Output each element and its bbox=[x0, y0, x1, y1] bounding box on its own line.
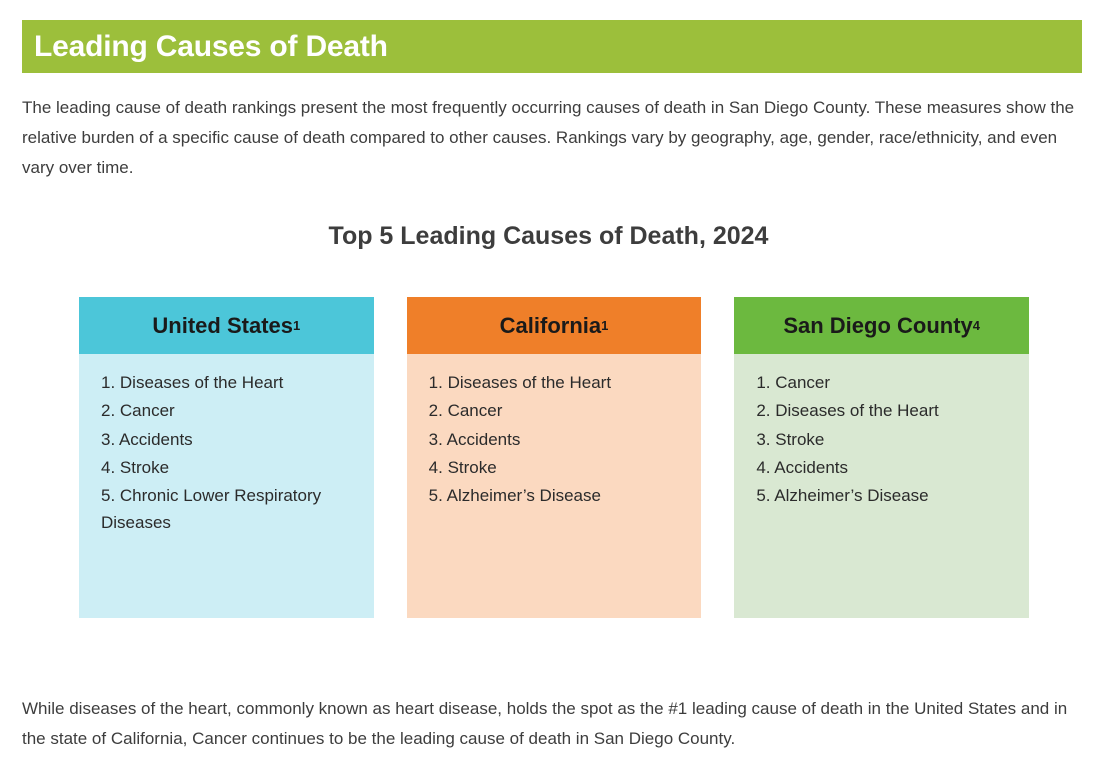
list-item: 2. Cancer bbox=[428, 401, 503, 421]
list-item: 2. Cancer bbox=[101, 401, 175, 421]
list-item: 5. Alzheimer’s Disease bbox=[428, 486, 601, 506]
list-item: 4. Stroke bbox=[101, 458, 170, 478]
card-header-footnote-marker: 1 bbox=[293, 318, 301, 333]
card-header-label: San Diego County bbox=[783, 312, 973, 338]
card-header-united-states bbox=[79, 297, 374, 354]
card-united-states bbox=[79, 297, 374, 618]
closing-paragraph: While diseases of the heart, commonly known as heart disease, holds the spot as the #1 leading cause of death in the United States and in the state of California, Cancer continues to be the leading cause of death in San Diego County. bbox=[22, 699, 1068, 748]
card-san-diego-county bbox=[734, 297, 1029, 618]
intro-paragraph: The leading cause of death rankings present the most frequently occurring causes of death in San Diego County. These measures show the relative burden of a specific cause of death compared to other causes. Rankings vary by geography, age, gender, race/ethnicity, and even vary over time. bbox=[22, 98, 1075, 177]
list-item: 4. Accidents bbox=[756, 458, 849, 478]
list-item: 2. Diseases of the Heart bbox=[756, 401, 939, 421]
card-body-california bbox=[407, 354, 702, 618]
card-california bbox=[407, 297, 702, 618]
list-item: 5. Chronic Lower Respiratory Diseases bbox=[101, 486, 322, 532]
card-header-california bbox=[407, 297, 702, 354]
card-body-united-states bbox=[79, 354, 374, 618]
list-item: 1. Cancer bbox=[756, 373, 831, 392]
card-header-footnote-marker: 4 bbox=[972, 318, 981, 333]
card-body-san-diego-county bbox=[734, 354, 1029, 618]
page-title-banner bbox=[22, 20, 1082, 73]
list-item: 3. Accidents bbox=[101, 429, 193, 449]
page-title: Leading Causes of Death bbox=[34, 29, 388, 63]
chart-title: Top 5 Leading Causes of Death, 2024 bbox=[328, 222, 769, 250]
card-header-label: California bbox=[499, 312, 602, 338]
list-item: 4. Stroke bbox=[428, 458, 497, 478]
cards-container bbox=[79, 297, 1029, 618]
card-header-san-diego-county bbox=[734, 297, 1029, 354]
card-header-footnote-marker: 1 bbox=[601, 318, 609, 333]
list-item: 5. Alzheimer’s Disease bbox=[756, 486, 929, 506]
list-item: 1. Diseases of the Heart bbox=[101, 373, 284, 392]
list-item: 3. Accidents bbox=[428, 429, 521, 449]
list-item: 3. Stroke bbox=[756, 429, 825, 449]
card-header-label: United States bbox=[152, 312, 294, 338]
list-item: 1. Diseases of the Heart bbox=[428, 373, 612, 392]
